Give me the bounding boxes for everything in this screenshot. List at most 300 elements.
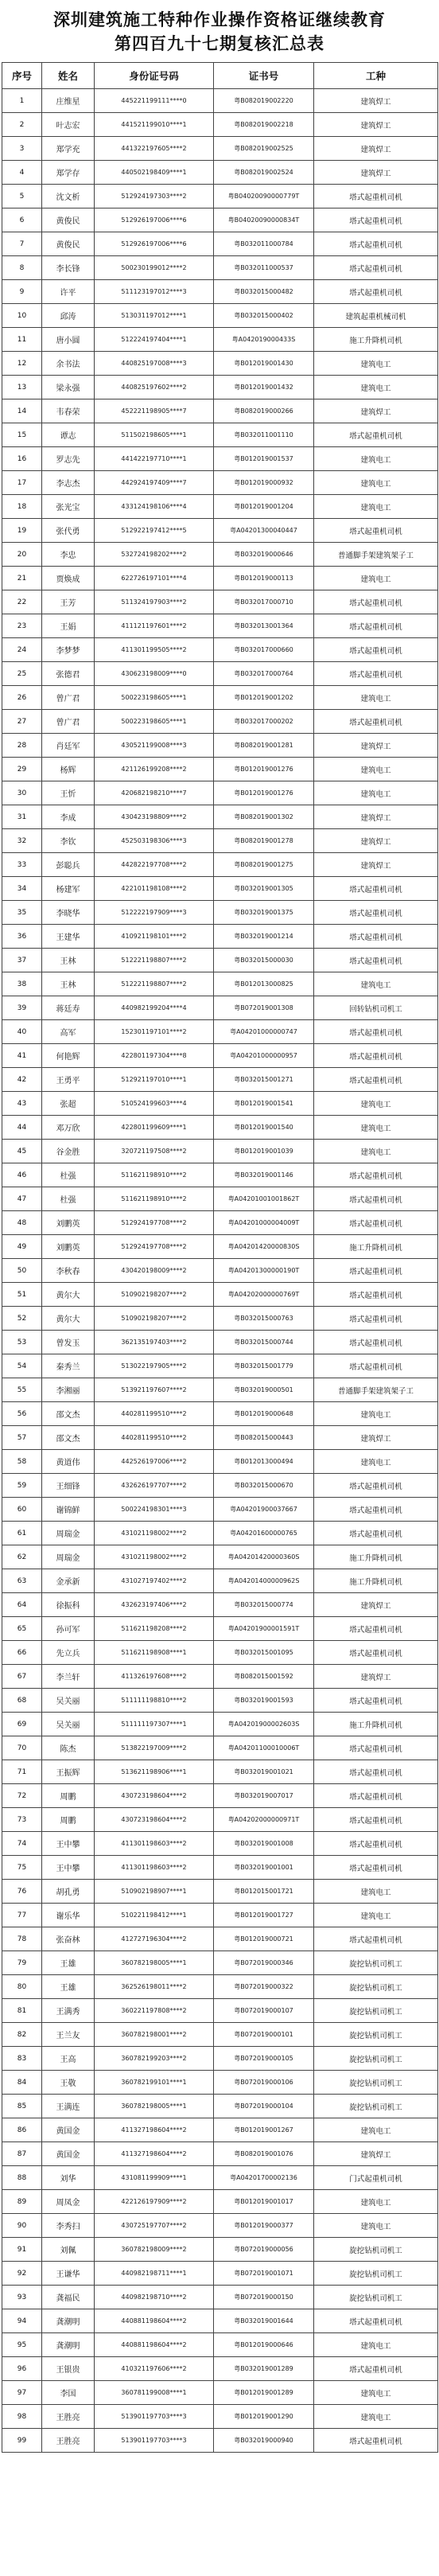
cell-seq: 6 [2,208,42,232]
cell-id-number: 500223198605****1 [95,710,214,734]
cell-cert-number: 粤B082019001278 [214,829,314,853]
cell-seq: 45 [2,1140,42,1163]
cell-id-number: 442924197409****7 [95,471,214,495]
cell-id-number: 510902198207****2 [95,1283,214,1307]
cell-job-type: 建筑电工 [314,758,438,781]
cell-id-number: 442526197006****2 [95,1450,214,1474]
cell-cert-number: 粤B032017000710 [214,590,314,614]
cell-cert-number: 粤B012019000721 [214,1927,314,1951]
cell-seq: 44 [2,1116,42,1140]
cell-seq: 85 [2,2095,42,2118]
cell-seq: 83 [2,2047,42,2071]
cell-cert-number: 粤B032019001214 [214,925,314,949]
table-row [2,423,438,447]
table-row [2,901,438,925]
cell-job-type: 塔式起重机司机 [314,1641,438,1665]
cell-seq: 76 [2,1880,42,1904]
cell-name: 张超 [42,1092,95,1116]
cell-job-type: 建筑电工 [314,1092,438,1116]
cell-seq: 64 [2,1593,42,1617]
table-row [2,710,438,734]
cell-seq: 50 [2,1259,42,1283]
cell-job-type: 塔式起重机司机 [314,1784,438,1808]
table-row [2,805,438,829]
cell-job-type: 施工升降机司机 [314,1569,438,1593]
table-row [2,1736,438,1760]
table-row [2,2381,438,2405]
cell-seq: 12 [2,352,42,376]
cell-id-number: 441422197710****1 [95,447,214,471]
cell-cert-number: 粤A04201300040447 [214,519,314,543]
cell-seq: 5 [2,185,42,208]
cell-name: 陈杰 [42,1736,95,1760]
table-row [2,447,438,471]
cell-id-number: 512924197303****2 [95,185,214,208]
cell-seq: 4 [2,161,42,185]
cell-cert-number: 粤B032015000774 [214,1593,314,1617]
cell-job-type: 塔式起重机司机 [314,1283,438,1307]
cell-seq: 70 [2,1736,42,1760]
cell-cert-number: 粤B012019001430 [214,352,314,376]
header-row [2,63,438,89]
table-row [2,2166,438,2190]
cell-name: 郑学存 [42,161,95,185]
cell-cert-number: 粤B032015000030 [214,949,314,972]
cell-job-type: 塔式起重机司机 [314,590,438,614]
cell-job-type: 塔式起重机司机 [314,1522,438,1545]
table-row [2,1856,438,1880]
cell-seq: 80 [2,1975,42,1999]
cell-seq: 98 [2,2405,42,2429]
cell-name: 刘鹏英 [42,1211,95,1235]
cell-cert-number: 粤B072019000150 [214,2286,314,2309]
cell-job-type: 施工升降机司机 [314,328,438,352]
cell-name: 高军 [42,1020,95,1044]
table-row [2,996,438,1020]
table-row [2,304,438,328]
cell-job-type: 塔式起重机司机 [314,1211,438,1235]
cell-id-number: 440982199204****4 [95,996,214,1020]
cell-name: 王忻 [42,781,95,805]
table-row [2,758,438,781]
cell-id-number: 411121197601****2 [95,614,214,638]
cell-name: 张代勇 [42,519,95,543]
cell-seq: 94 [2,2309,42,2333]
table-row [2,925,438,949]
cell-job-type: 建筑电工 [314,686,438,710]
cell-name: 周瑞金 [42,1522,95,1545]
table-row [2,2142,438,2166]
cell-cert-number: 粤B032015001271 [214,1068,314,1092]
table-row [2,2286,438,2309]
table-row [2,1951,438,1975]
table-row [2,352,438,376]
cell-seq: 32 [2,829,42,853]
table-row [2,161,438,185]
cell-seq: 1 [2,89,42,113]
cell-seq: 21 [2,567,42,590]
cell-name: 王雄 [42,1951,95,1975]
table-row [2,1450,438,1474]
cell-name: 余书法 [42,352,95,376]
cell-job-type: 塔式起重机司机 [314,662,438,686]
cell-name: 梁永强 [42,376,95,399]
cell-id-number: 440825197008****3 [95,352,214,376]
cell-name: 王胜亮 [42,2405,95,2429]
table-row [2,1713,438,1736]
cell-id-number: 431021198002****2 [95,1545,214,1569]
cell-cert-number: 粤B032019001021 [214,1760,314,1784]
table-row [2,328,438,352]
cell-seq: 88 [2,2166,42,2190]
cell-job-type: 塔式起重机司机 [314,185,438,208]
cell-cert-number: 粤A04201000000747 [214,1020,314,1044]
cell-cert-number: 粤B082015000443 [214,1426,314,1450]
table-row [2,1020,438,1044]
cell-job-type: 塔式起重机司机 [314,925,438,949]
cell-name: 肖廷军 [42,734,95,758]
cell-name: 许平 [42,280,95,304]
header-cert-number: 证书号 [214,63,314,89]
cell-job-type: 建筑焊工 [314,805,438,829]
cell-cert-number: 粤A04201900001591T [214,1617,314,1641]
cell-cert-number: 粤B072019000346 [214,1951,314,1975]
cell-id-number: 360782198005****1 [95,1951,214,1975]
cell-cert-number: 粤B082015001592 [214,1665,314,1689]
cell-seq: 54 [2,1354,42,1378]
cell-job-type: 塔式起重机司机 [314,232,438,256]
cell-cert-number: 粤B032019001305 [214,877,314,901]
cell-id-number: 513921197607****2 [95,1378,214,1402]
cell-seq: 97 [2,2381,42,2405]
table-row [2,853,438,877]
cell-job-type: 建筑电工 [314,352,438,376]
cell-id-number: 500230199012****2 [95,256,214,280]
cell-cert-number: 粤B012019001289 [214,2381,314,2405]
cell-name: 王振辉 [42,1760,95,1784]
table-row [2,1378,438,1402]
cell-job-type: 塔式起重机司机 [314,1259,438,1283]
cell-cert-number: 粤B032019007017 [214,1784,314,1808]
cell-id-number: 512926197006****6 [95,208,214,232]
cell-name: 刘佩 [42,2238,95,2262]
cell-id-number: 512221198807****2 [95,949,214,972]
cell-name: 李晓华 [42,901,95,925]
table-row [2,1999,438,2023]
cell-name: 王林 [42,949,95,972]
cell-name: 杨建军 [42,877,95,901]
cell-seq: 16 [2,447,42,471]
cell-seq: 77 [2,1904,42,1927]
cell-cert-number: 粤B072019000056 [214,2238,314,2262]
cell-seq: 11 [2,328,42,352]
cell-seq: 74 [2,1832,42,1856]
cell-job-type: 塔式起重机司机 [314,2309,438,2333]
table-row [2,686,438,710]
cell-name: 李忠 [42,543,95,567]
cell-id-number: 511621198208****2 [95,1617,214,1641]
cell-seq: 43 [2,1092,42,1116]
cell-job-type: 普通脚手架建筑架子工 [314,543,438,567]
cell-cert-number: 粤B012019001432 [214,376,314,399]
cell-seq: 41 [2,1044,42,1068]
table-row [2,829,438,853]
table-row [2,1498,438,1522]
cell-name: 黄国金 [42,2142,95,2166]
cell-id-number: 411301198603****2 [95,1856,214,1880]
cell-name: 李秀扫 [42,2214,95,2238]
cell-name: 杜强 [42,1187,95,1211]
table-row [2,567,438,590]
cell-cert-number: 粤B012019000646 [214,2333,314,2357]
cell-job-type: 建筑电工 [314,1904,438,1927]
table-row [2,137,438,161]
cell-cert-number: 粤B032011001110 [214,423,314,447]
cell-name: 黄道伟 [42,1450,95,1474]
cell-seq: 56 [2,1402,42,1426]
cell-seq: 52 [2,1307,42,1331]
cell-seq: 15 [2,423,42,447]
cell-job-type: 塔式起重机司机 [314,1498,438,1522]
cell-cert-number: 粤B012019001540 [214,1116,314,1140]
table-row [2,1474,438,1498]
cell-job-type: 塔式起重机司机 [314,1020,438,1044]
table-row [2,614,438,638]
cell-cert-number: 粤B082019001281 [214,734,314,758]
cell-job-type: 塔式起重机司机 [314,1832,438,1856]
cell-job-type: 建筑电工 [314,471,438,495]
cell-seq: 82 [2,2023,42,2047]
cell-id-number: 433124198106****4 [95,495,214,519]
cell-cert-number: 粤B032017000660 [214,638,314,662]
cell-job-type: 塔式起重机司机 [314,1689,438,1713]
cell-seq: 9 [2,280,42,304]
cell-name: 黄尔大 [42,1307,95,1331]
cell-cert-number: 粤B072019001071 [214,2262,314,2286]
table-row [2,256,438,280]
cell-job-type: 建筑焊工 [314,161,438,185]
cell-seq: 78 [2,1927,42,1951]
cell-cert-number: 粤B072019000104 [214,2095,314,2118]
cell-id-number: 430723198604****2 [95,1808,214,1832]
cell-cert-number: 粤B032015000482 [214,280,314,304]
cell-cert-number: 粤B072019000105 [214,2047,314,2071]
table-row [2,2309,438,2333]
cell-name: 贾焕成 [42,567,95,590]
cell-seq: 60 [2,1498,42,1522]
cell-seq: 63 [2,1569,42,1593]
table-row [2,280,438,304]
cell-name: 李梦梦 [42,638,95,662]
cell-job-type: 旋挖钻机司机工 [314,1999,438,2023]
cell-name: 王银贵 [42,2357,95,2381]
cell-id-number: 430623198009****0 [95,662,214,686]
cell-name: 李志杰 [42,471,95,495]
cell-seq: 53 [2,1331,42,1354]
cell-cert-number: 粤B032019001593 [214,1689,314,1713]
table-row [2,2405,438,2429]
cell-id-number: 513022197905****2 [95,1354,214,1378]
table-row [2,1187,438,1211]
table-row [2,208,438,232]
cell-id-number: 510902198907****1 [95,1880,214,1904]
cell-cert-number: 粤B032019000501 [214,1378,314,1402]
cell-job-type: 回转钻机司机工 [314,996,438,1020]
cell-cert-number: 粤B032019001146 [214,1163,314,1187]
cell-name: 邵文杰 [42,1402,95,1426]
table-row [2,1975,438,1999]
cell-job-type: 建筑焊工 [314,734,438,758]
cell-name: 孙可军 [42,1617,95,1641]
cell-job-type: 旋挖钻机司机工 [314,1951,438,1975]
cell-seq: 30 [2,781,42,805]
cell-id-number: 512926197006****6 [95,232,214,256]
table-row [2,949,438,972]
cell-id-number: 430521199008****3 [95,734,214,758]
table-row [2,2214,438,2238]
cell-job-type: 建筑焊工 [314,1593,438,1617]
cell-seq: 58 [2,1450,42,1474]
cell-name: 黄尔大 [42,1283,95,1307]
table-row [2,495,438,519]
table-row [2,1044,438,1068]
cell-cert-number: 粤B032015000763 [214,1307,314,1331]
table-row [2,1211,438,1235]
cell-name: 徐振科 [42,1593,95,1617]
table-row [2,2071,438,2095]
cell-job-type: 建筑电工 [314,781,438,805]
cell-job-type: 塔式起重机司机 [314,1307,438,1331]
cell-job-type: 塔式起重机司机 [314,1354,438,1378]
cell-id-number: 432626197707****2 [95,1474,214,1498]
cell-cert-number: 粤A04201100010006T [214,1736,314,1760]
cell-name: 叶志宏 [42,113,95,137]
cell-name: 王敬 [42,2071,95,2095]
cell-job-type: 建筑电工 [314,2333,438,2357]
table-row [2,2047,438,2071]
cell-seq: 37 [2,949,42,972]
cell-seq: 81 [2,1999,42,2023]
cell-name: 刘鹏英 [42,1235,95,1259]
cell-job-type: 塔式起重机司机 [314,1474,438,1498]
table-row [2,2095,438,2118]
cell-job-type: 塔式起重机司机 [314,614,438,638]
cell-id-number: 422801197304****8 [95,1044,214,1068]
cell-name: 周鹏 [42,1784,95,1808]
cell-cert-number: 粤B012019001276 [214,758,314,781]
cell-cert-number: 粤B072019000322 [214,1975,314,1999]
table-row [2,1307,438,1331]
cell-job-type: 塔式起重机司机 [314,901,438,925]
cell-job-type: 建筑焊工 [314,399,438,423]
cell-seq: 14 [2,399,42,423]
cell-id-number: 510524199603****4 [95,1092,214,1116]
cell-job-type: 建筑焊工 [314,2142,438,2166]
cell-job-type: 建筑电工 [314,1116,438,1140]
table-row [2,2357,438,2381]
cell-id-number: 441521199010****1 [95,113,214,137]
cell-id-number: 440982198710****2 [95,2286,214,2309]
cell-name: 龚潮明 [42,2309,95,2333]
cell-cert-number: 粤B012019001290 [214,2405,314,2429]
cell-name: 韦春荣 [42,399,95,423]
cell-cert-number: 粤B012019001204 [214,495,314,519]
cell-id-number: 440281199510****2 [95,1402,214,1426]
cell-cert-number: 粤A04201600000765 [214,1522,314,1545]
table-row [2,2333,438,2357]
cell-id-number: 410321197606****2 [95,2357,214,2381]
table-row [2,1426,438,1450]
cell-name: 蒋廷寿 [42,996,95,1020]
cell-cert-number: 粤B072019000101 [214,2023,314,2047]
cell-id-number: 441322197605****2 [95,137,214,161]
table-row [2,232,438,256]
cell-seq: 24 [2,638,42,662]
table-body [2,89,438,2453]
cell-job-type: 建筑电工 [314,376,438,399]
cell-id-number: 512221198807****2 [95,972,214,996]
cell-job-type: 塔式起重机司机 [314,2357,438,2381]
cell-name: 李湘丽 [42,1378,95,1402]
cell-name: 王满秀 [42,1999,95,2023]
table-row [2,2118,438,2142]
cell-seq: 99 [2,2429,42,2453]
cell-cert-number: 粤B032011000784 [214,232,314,256]
cell-cert-number: 粤B012019000648 [214,1402,314,1426]
table-row [2,877,438,901]
cell-name: 黄俊民 [42,232,95,256]
cell-job-type: 塔式起重机司机 [314,949,438,972]
cell-seq: 3 [2,137,42,161]
cell-cert-number: 粤B04020090000834T [214,208,314,232]
table-row [2,1569,438,1593]
table-row [2,1354,438,1378]
table-row [2,1641,438,1665]
cell-cert-number: 粤B012019001541 [214,1092,314,1116]
cell-seq: 17 [2,471,42,495]
cell-cert-number: 粤B032019001375 [214,901,314,925]
cell-id-number: 412727196304****2 [95,1927,214,1951]
cell-seq: 91 [2,2238,42,2262]
cell-seq: 93 [2,2286,42,2309]
cell-seq: 57 [2,1426,42,1450]
cell-job-type: 塔式起重机司机 [314,2429,438,2453]
cell-job-type: 塔式起重机司机 [314,280,438,304]
cell-seq: 13 [2,376,42,399]
cell-job-type: 塔式起重机司机 [314,1163,438,1187]
cell-seq: 8 [2,256,42,280]
table-row [2,2190,438,2214]
cell-id-number: 442822197708****2 [95,853,214,877]
cell-cert-number: 粤B012019000932 [214,471,314,495]
cell-id-number: 432623197406****2 [95,1593,214,1617]
cell-id-number: 512222197909****3 [95,901,214,925]
cell-seq: 18 [2,495,42,519]
cell-seq: 35 [2,901,42,925]
table-row [2,2262,438,2286]
cell-seq: 92 [2,2262,42,2286]
cell-cert-number: 粤B012019001276 [214,781,314,805]
cell-name: 王谦华 [42,2262,95,2286]
table-row [2,1832,438,1856]
table-row [2,89,438,113]
cell-cert-number: 粤B032019001644 [214,2309,314,2333]
table-row [2,1283,438,1307]
table-row [2,376,438,399]
cell-name: 王林 [42,972,95,996]
cell-name: 李钦 [42,829,95,853]
table-row [2,399,438,423]
